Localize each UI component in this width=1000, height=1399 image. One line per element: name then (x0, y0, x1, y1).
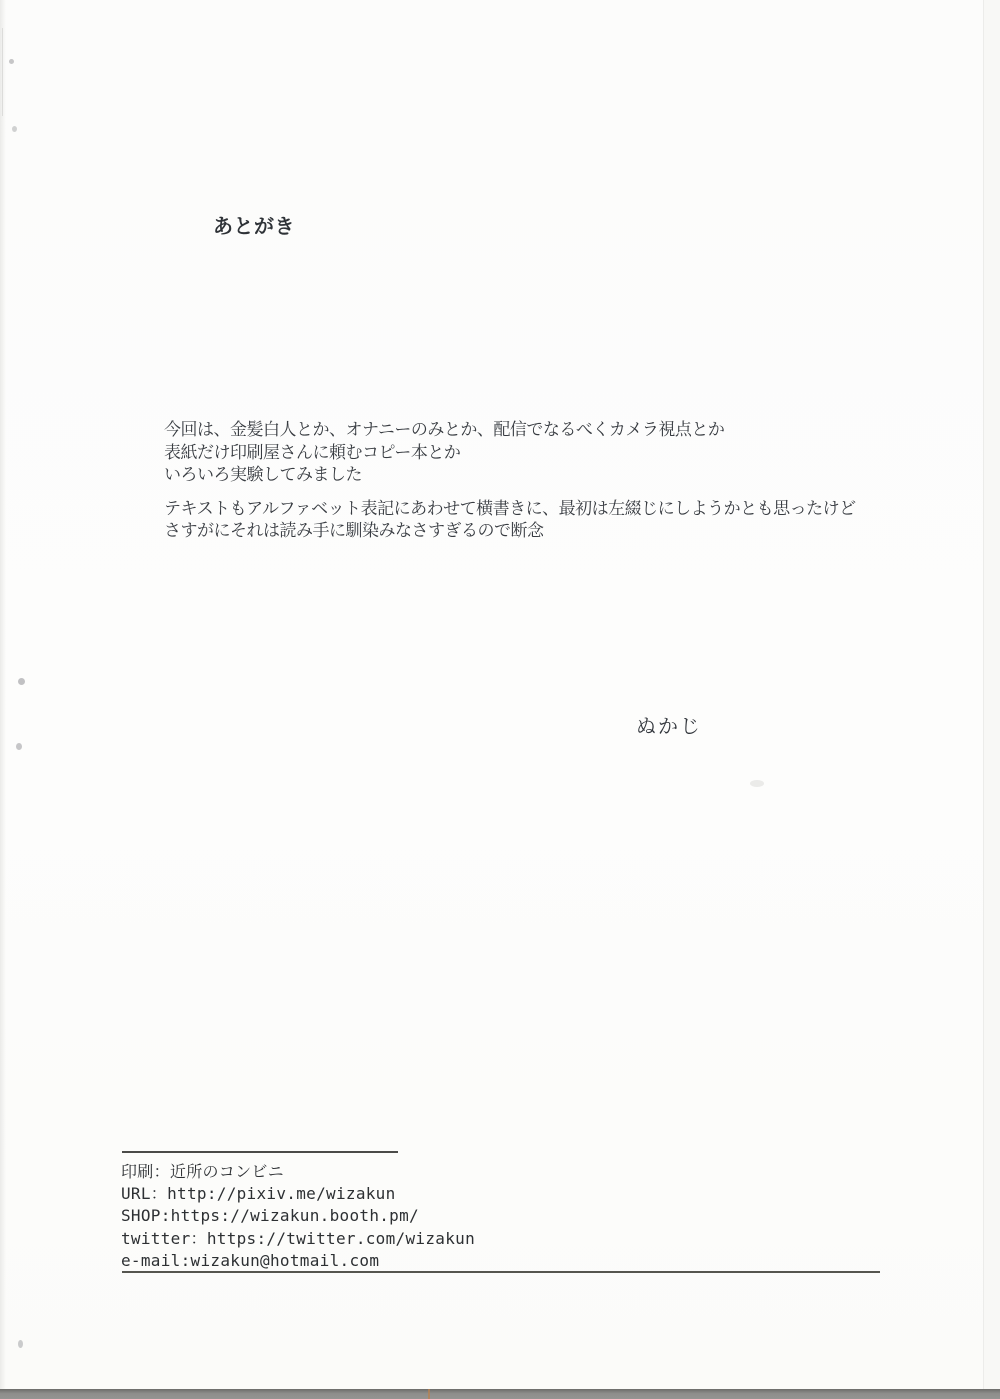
dust-speck (16, 743, 22, 750)
dust-speck (18, 1340, 23, 1348)
afterword-body (164, 408, 856, 554)
dust-speck (18, 678, 25, 685)
paragraph-line: 今回は、金髪白人とか、オナニーのみとか、配信でなるべくカメラ視点とか (164, 420, 725, 439)
bottom-divider (122, 1271, 880, 1273)
dust-speck (12, 126, 17, 132)
scan-edge-artifact (428, 1389, 430, 1399)
scan-smudge (750, 780, 764, 787)
footer-line-shop: SHOP:https://wizakun.booth.pm/ (121, 1206, 419, 1226)
footer-divider (122, 1151, 398, 1153)
page-title: あとがき (213, 216, 295, 238)
footer-line-print: 印刷：近所のコンビニ (121, 1162, 285, 1181)
footer-line-url: URL：http://pixiv.me/wizakun (121, 1184, 396, 1204)
author-signature: ぬかじ (636, 716, 702, 738)
page-right-edge-shade (983, 0, 1000, 1399)
scan-edge-band (0, 1389, 1000, 1399)
footer-line-email: e-mail:wizakun@hotmail.com (121, 1250, 380, 1270)
dust-speck (9, 59, 14, 64)
footer-line-twitter: twitter：https://twitter.com/wizakun (121, 1228, 476, 1248)
page-left-edge-shade (0, 0, 6, 1399)
scan-crease-line (2, 28, 3, 116)
contact-info (121, 1161, 475, 1272)
paragraph-line: さすがにそれは読み手に馴染みなさすぎるので断念 (164, 521, 544, 540)
paragraph-line: テキストもアルファベット表記にあわせて横書きに、最初は左綴じにしようかとも思ったけど (164, 498, 856, 518)
paragraph-line: 表紙だけ印刷屋さんに頼むコピー本とか (164, 442, 461, 462)
paragraph-line: いろいろ実験してみました (164, 465, 362, 484)
